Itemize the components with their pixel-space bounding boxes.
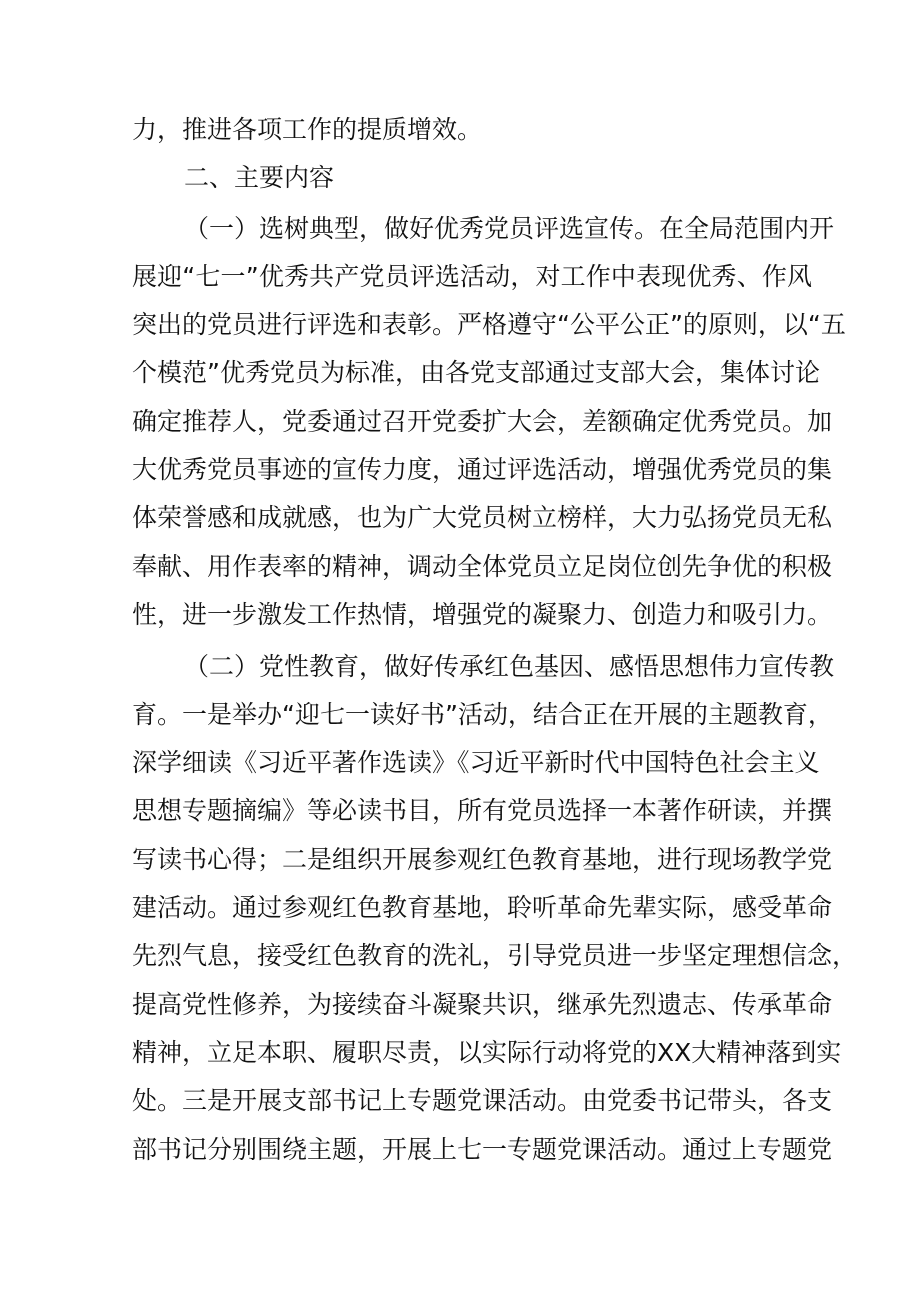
paragraph-line: 个模范”优秀党员为标准，由各党支部通过支部大会，集体讨论 [132,358,820,387]
paragraph-line: 写读书心得；二是组织开展参观红色教育基地，进行现场教学党 [132,845,833,874]
paragraph-line: 建活动。通过参观红色教育基地，聆听革命先辈实际，感受革命 [132,893,833,922]
paragraph-line: 体荣誉感和成就感，也为广大党员树立榜样，大力弘扬党员无私 [132,503,833,532]
paragraph-line: 大优秀党员事迹的宣传力度，通过评选活动，增强优秀党员的集 [132,455,833,484]
paragraph-line: 育。一是举办“迎七一读好书”活动，结合正在开展的主题教育， [132,700,833,729]
paragraph-line: 处。三是开展支部书记上专题党课活动。由党委书记带头，各支 [132,1086,833,1115]
paragraph-line: 确定推荐人，党委通过召开党委扩大会，差额确定优秀党员。加 [132,407,833,436]
paragraph-line: 思想专题摘编》等必读书目，所有党员选择一本著作研读，并撰 [132,796,833,825]
paragraph-line: 突出的党员进行评选和表彰。严格遵守“公平公正”的原则，以“五 [132,310,846,339]
paragraph-line: 提高党性修养，为接续奋斗凝聚共识，继承先烈遗志、传承革命 [132,990,833,1019]
paragraph-line: 深学细读《习近平著作选读》《习近平新时代中国特色社会主义 [132,748,820,777]
paragraph-line: 部书记分别围绕主题，开展上七一专题党课活动。通过上专题党 [132,1135,833,1164]
opening-line: 力，推进各项工作的提质增效。 [132,115,483,144]
paragraph-line: 奉献、用作表率的精神，调动全体党员立足岗位创先争优的积极 [132,552,833,581]
section-heading: 二、主要内容 [184,163,335,192]
paragraph-line: （一）选树典型，做好优秀党员评选宣传。在全局范围内开 [184,214,835,243]
paragraph-line: 先烈气息，接受红色教育的洗礼，引导党员进一步坚定理想信念， [132,941,858,970]
paragraph-line: 精神，立足本职、履职尽责，以实际行动将党的XX大精神落到实 [132,1038,842,1067]
paragraph-line: 展迎“七一”优秀共产党员评选活动，对工作中表现优秀、作风 [132,262,812,291]
paragraph-line: 性，进一步激发工作热情，增强党的凝聚力、创造力和吸引力。 [132,600,833,629]
paragraph-line: （二）党性教育，做好传承红色基因、感悟思想伟力宣传教 [184,652,835,681]
